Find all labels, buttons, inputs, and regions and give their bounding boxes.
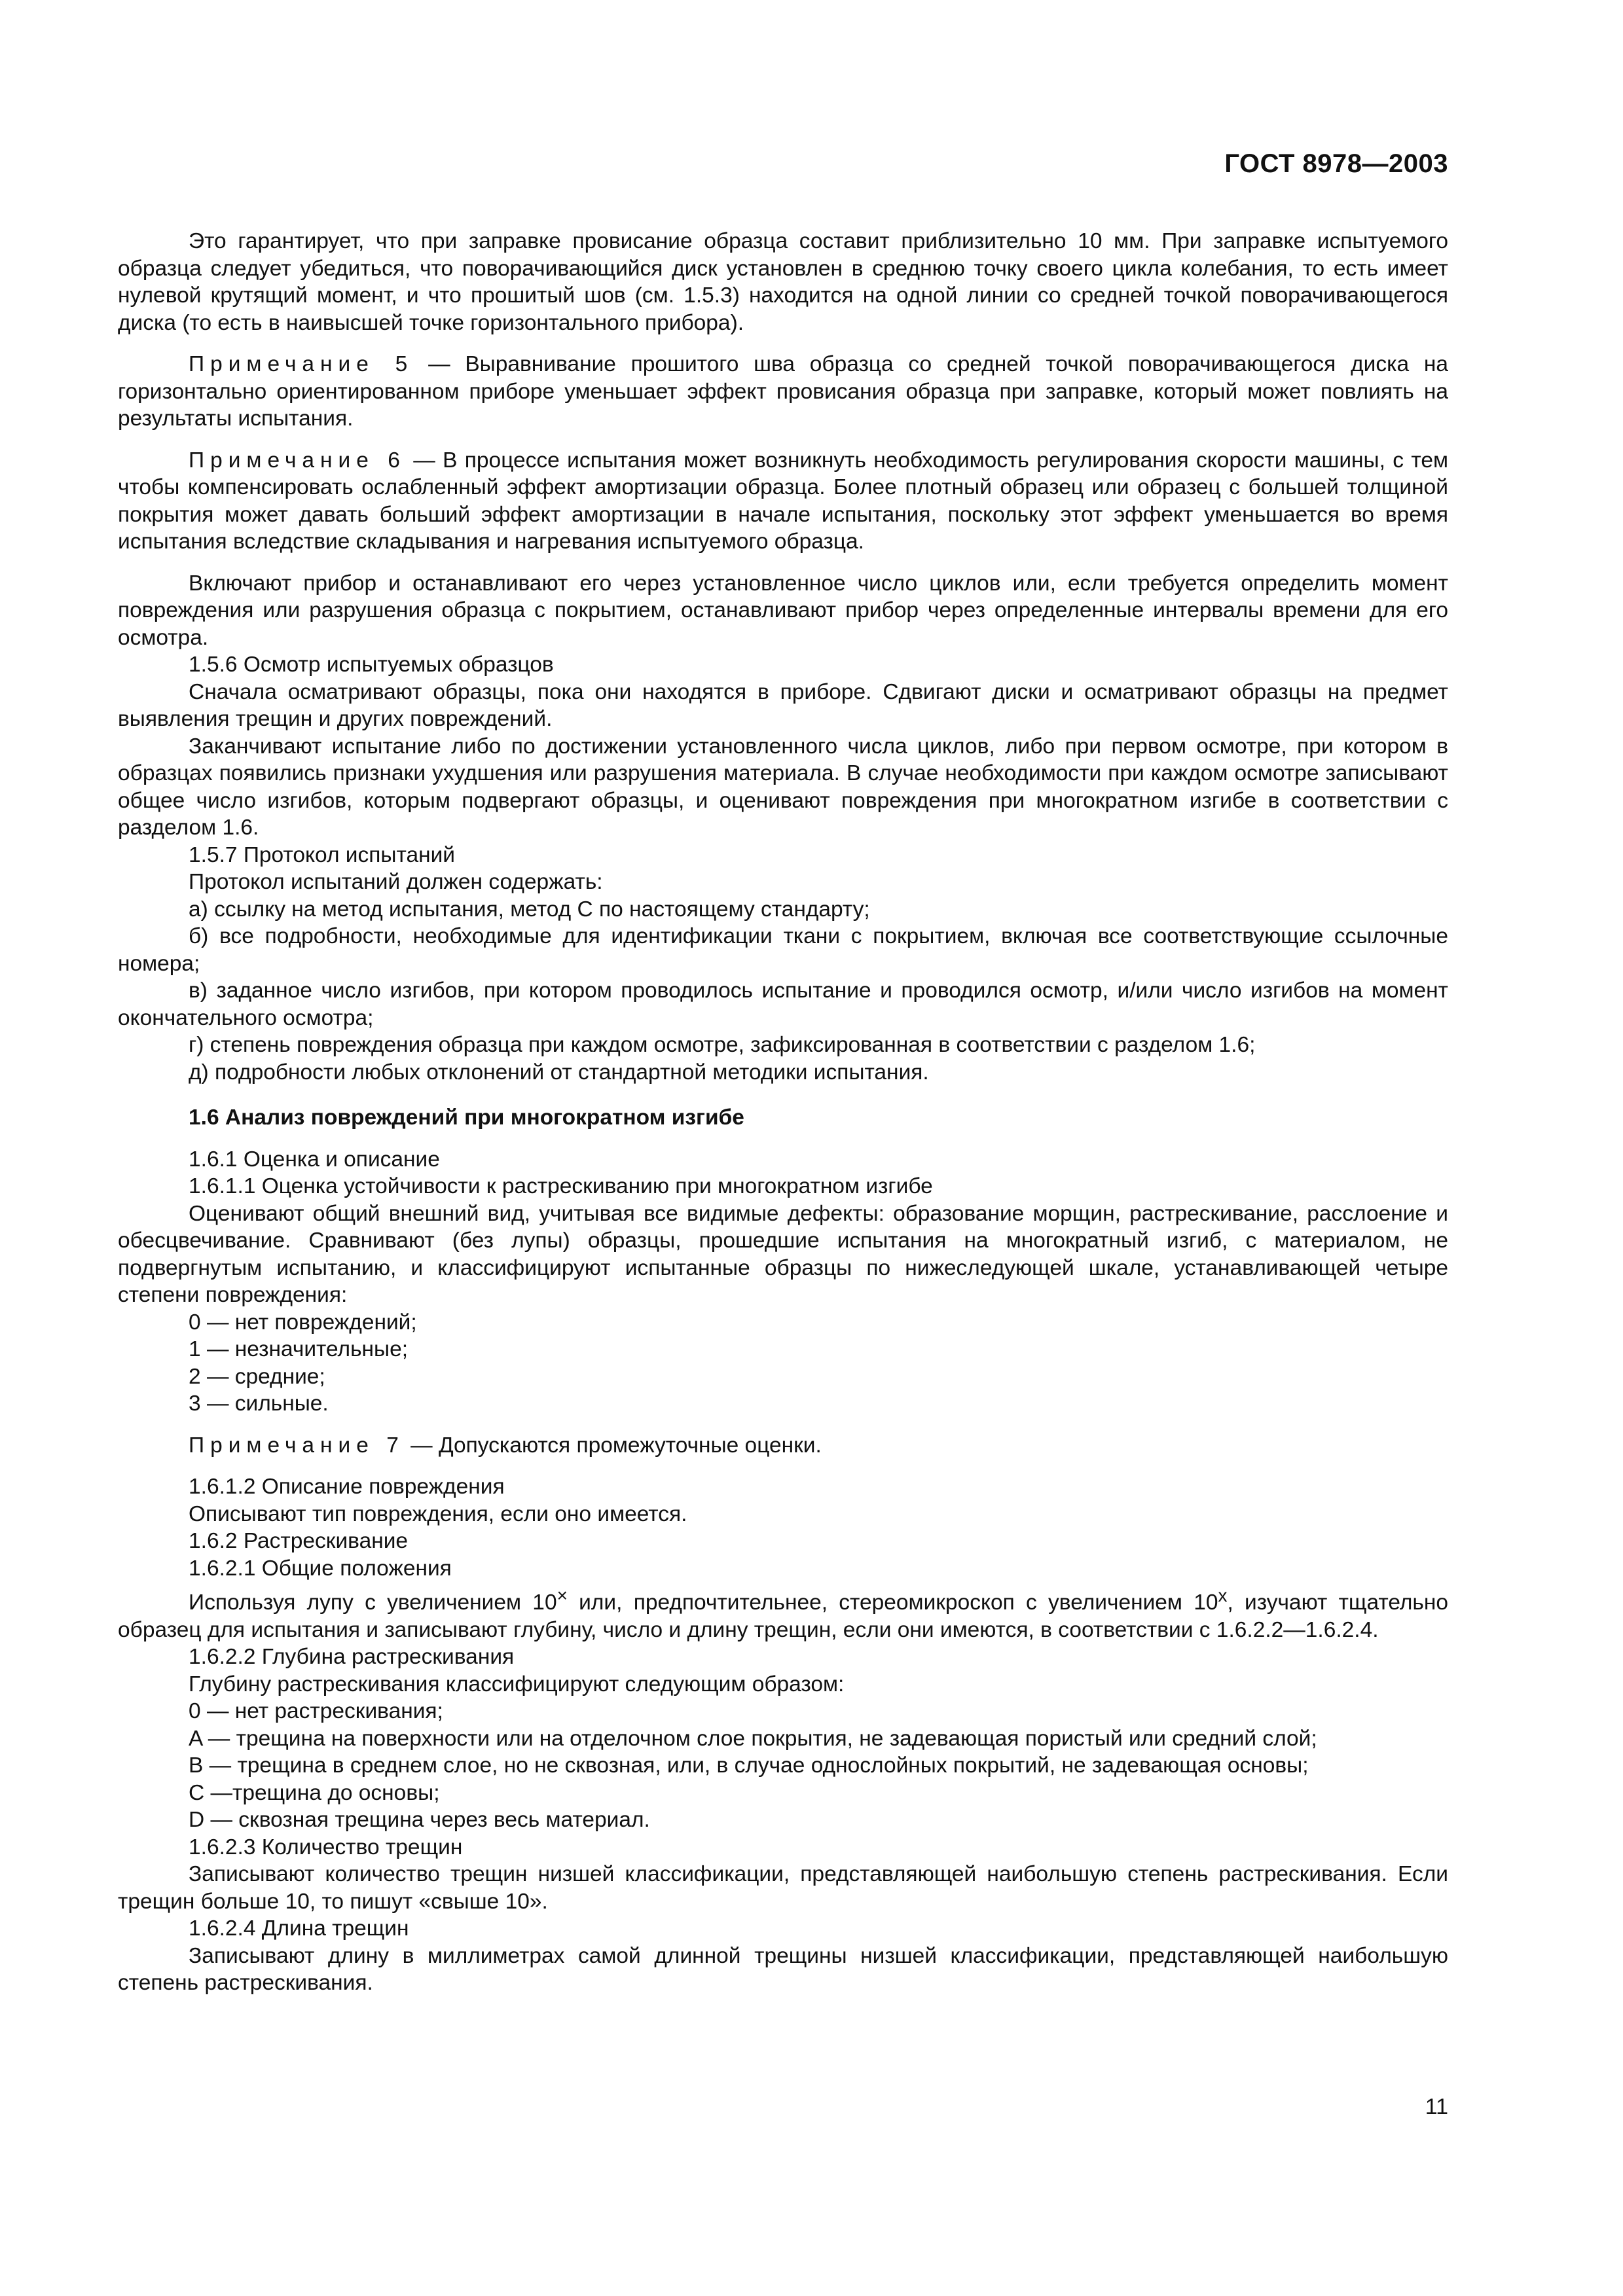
- subsection-heading: 1.6.1 Оценка и описание: [189, 1147, 440, 1172]
- subsection-heading: 1.6.2.1 Общие положения: [189, 1556, 452, 1581]
- subsection-heading: 1.6.1.1 Оценка устойчивости к растрескиванию при многократном изгибе: [189, 1174, 933, 1198]
- note-label: Примечание 6: [189, 448, 406, 473]
- body-text: [118, 228, 1448, 1997]
- subsection-heading: 1.6.2.3 Количество трещин: [189, 1835, 463, 1859]
- paragraph: Включают прибор и останавливают его через установленное число циклов или, если требуется определить момент повреждения или разрушения образца с покрытием, останавливают прибор через определенные интервалы времени для его осмотра.: [118, 571, 1448, 650]
- list-item: D — сквозная трещина через весь материал.: [189, 1808, 650, 1833]
- subsection-heading: 1.6.2.2 Глубина растрескивания: [189, 1645, 515, 1670]
- standard-code-header: ГОСТ 8978—2003: [1224, 149, 1448, 178]
- text-run: , изучают тщательно образец для испытания и записывают глубину, число и длину трещин, если они имеются, в соответствии с 1.6.2.2—1.6.2.4.: [118, 1590, 1448, 1642]
- subsection-heading: 1.6.1.2 Описание повреждения: [189, 1475, 505, 1499]
- list-item: а) ссылку на метод испытания, метод С по настоящему стандарту;: [189, 897, 870, 922]
- text-run: Используя лупу с увеличением 10: [189, 1590, 557, 1615]
- list-item: 3 — сильные.: [189, 1391, 329, 1416]
- note-label: Примечание 5: [189, 352, 414, 376]
- note-text: — Допускаются промежуточные оценки.: [410, 1433, 822, 1458]
- paragraph: Заканчивают испытание либо по достижении установленного числа циклов, либо при первом осмотре, при котором в образцах появились признаки ухудшения или разрушения материала. В случае необходимости при каждом осмотре записывают общее число изгибов, которым подвергают образцы, и оценивают повреждения при многократном изгибе в соответствии с разделом 1.6.: [118, 734, 1448, 840]
- paragraph: Протокол испытаний должен содержать:: [189, 870, 603, 894]
- list-item: 1 — незначительные;: [189, 1337, 409, 1361]
- list-item: B — трещина в среднем слое, но не сквозная, или, в случае однослойных покрытий, не задевающая основы;: [189, 1753, 1309, 1778]
- list-item: д) подробности любых отклонений от стандартной методики испытания.: [189, 1060, 929, 1085]
- list-item: 0 — нет растрескивания;: [189, 1699, 443, 1724]
- paragraph: Записывают количество трещин низшей классификации, представляющей наибольшую степень растрескивания. Если трещин больше 10, то пишут «свыше 10».: [118, 1862, 1448, 1914]
- subsection-heading: 1.5.6 Осмотр испытуемых образцов: [189, 653, 554, 677]
- text-run: или, предпочтительнее, стереомикроскоп с увеличением 10: [567, 1590, 1218, 1615]
- paragraph: Оценивают общий внешний вид, учитывая все видимые дефекты: образование морщин, растрескивание, расслоение и обесцвечивание. Сравнивают (без лупы) образцы, прошедшие испытания на многократный изгиб, с материалом, не подвергнутым испытанию, и классифицируют испытанные образцы по нижеследующей шкале, устанавливающей четыре степени повреждения:: [118, 1201, 1448, 1307]
- list-item: 2 — средние;: [189, 1364, 325, 1389]
- paragraph: [118, 1582, 1448, 1643]
- paragraph: Это гарантирует, что при заправке провисание образца составит приблизительно 10 мм. При заправке испытуемого образца следует убедиться, что поворачивающийся диск установлен в среднюю точку своего цикла колебания, то есть имеет нулевой крутящий момент, и что прошитый шов (см. 1.5.3) находится на одной линии со средней точкой поворачивающегося диска (то есть в наивысшей точке горизонтального прибора).: [118, 229, 1448, 335]
- page-number: 11: [1425, 2094, 1448, 2119]
- list-item: г) степень повреждения образца при каждом осмотре, зафиксированная в соответствии с разделом 1.6;: [189, 1033, 1256, 1057]
- note-7: [118, 1432, 1448, 1460]
- note-text: — Выравнивание прошитого шва образца со средней точкой поворачивающегося диска на горизонтально ориентированном приборе уменьшает эффект провисания образца при заправке, который может повлиять на результаты испытания.: [118, 352, 1449, 431]
- subsection-heading: 1.5.7 Протокол испытаний: [189, 842, 456, 867]
- list-item: 0 — нет повреждений;: [189, 1310, 417, 1335]
- list-item: A — трещина на поверхности или на отделочном слое покрытия, не задевающая пористый или средний слой;: [189, 1726, 1317, 1751]
- superscript: x: [1218, 1585, 1228, 1605]
- list-item: C —трещина до основы;: [189, 1780, 440, 1805]
- note-6: [118, 447, 1448, 556]
- note-text: — В процессе испытания может возникнуть необходимость регулирования скорости машины, с тем чтобы компенсировать ослабленный эффект амортизации образца. Более плотный образец или образец с большей толщиной покрытия может давать больший эффект амортизации в начале испытания, поскольку этот эффект уменьшается во время испытания вследствие складывания и нагревания испытуемого образца.: [118, 448, 1449, 554]
- note-5: [118, 351, 1448, 433]
- list-item: в) заданное число изгибов, при котором проводилось испытание и проводился осмотр, и/или число изгибов на момент окончательного осмотра;: [118, 978, 1448, 1030]
- document-page: [118, 131, 1448, 2186]
- paragraph: Описывают тип повреждения, если оно имеется.: [189, 1501, 687, 1526]
- paragraph: Записывают длину в миллиметрах самой длинной трещины низшей классификации, представляющей наибольшую степень растрескивания.: [118, 1943, 1448, 1996]
- note-label: Примечание 7: [189, 1433, 405, 1458]
- subsection-heading: 1.6.2 Растрескивание: [189, 1529, 409, 1553]
- list-item: б) все подробности, необходимые для идентификации ткани с покрытием, включая все соответствующие ссылочные номера;: [118, 924, 1448, 976]
- section-heading: 1.6 Анализ повреждений при многократном изгибе: [189, 1105, 744, 1130]
- superscript: ×: [556, 1585, 568, 1605]
- paragraph: Сначала осматривают образцы, пока они находятся в приборе. Сдвигают диски и осматривают образцы на предмет выявления трещин и других повреждений.: [118, 679, 1448, 731]
- subsection-heading: 1.6.2.4 Длина трещин: [189, 1916, 409, 1941]
- paragraph: Глубину растрескивания классифицируют следующим образом:: [189, 1672, 845, 1696]
